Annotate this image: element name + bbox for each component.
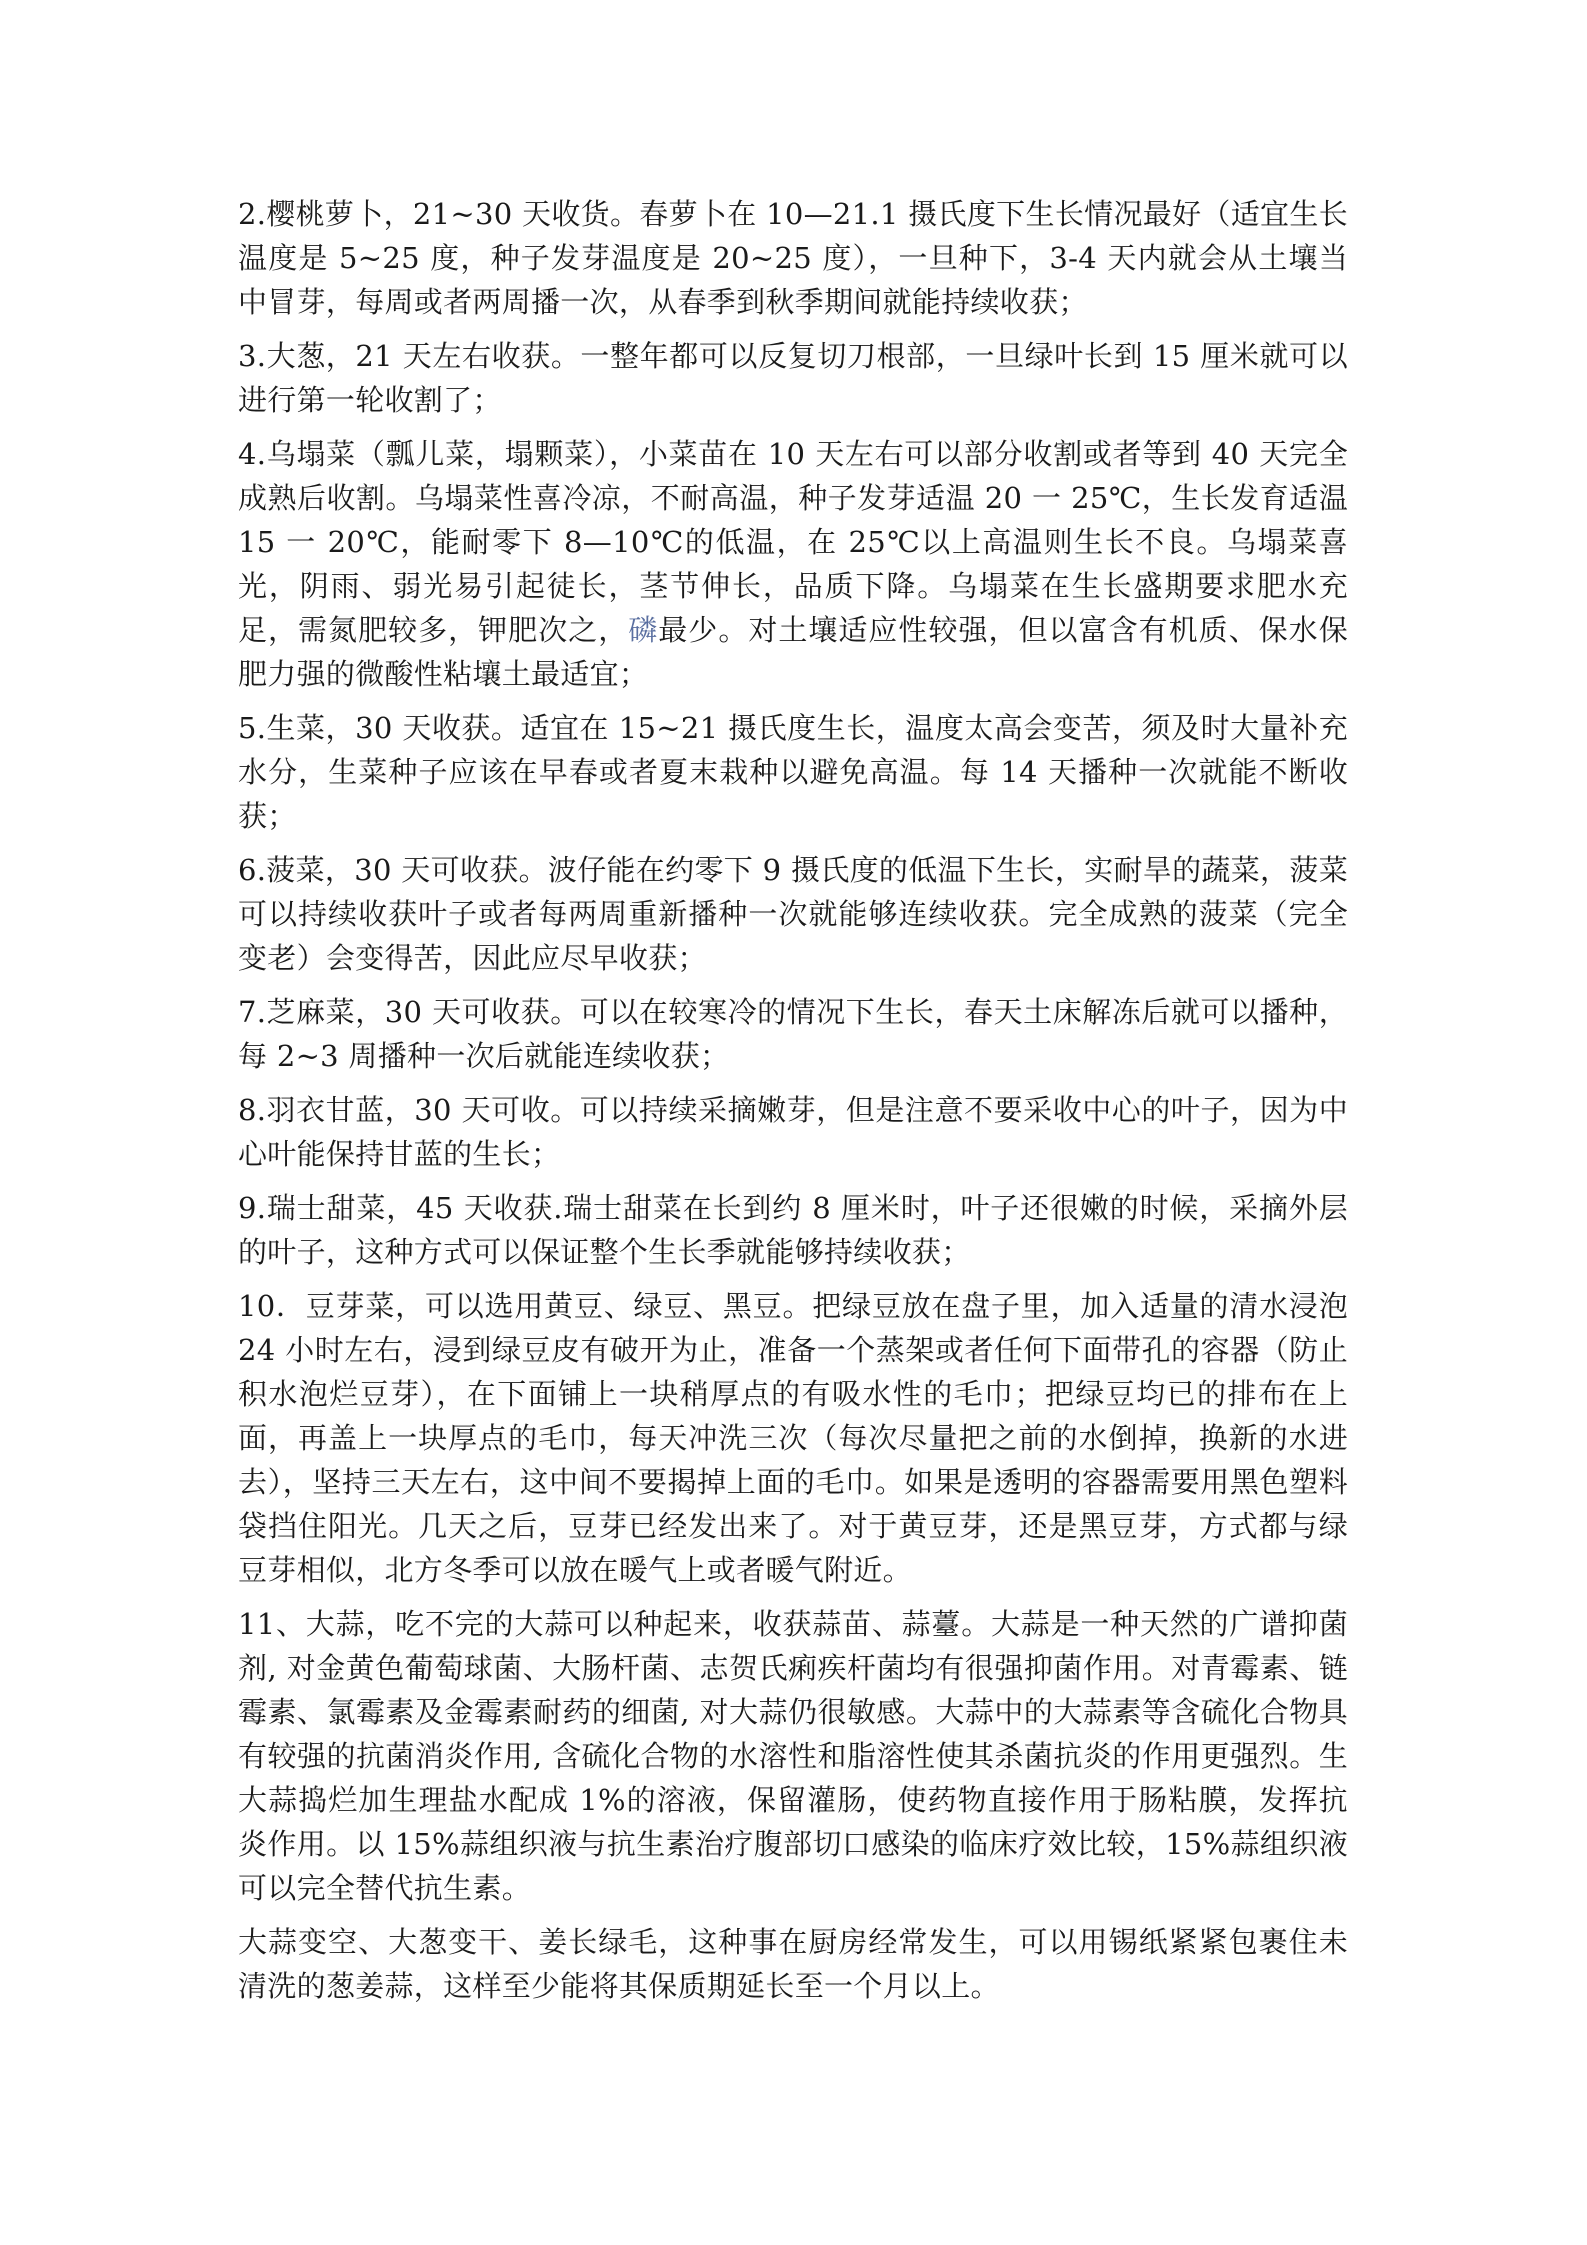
paragraph-tatsoi-text-before: 4.乌塌菜（瓢儿菜，塌颗菜），小菜苗在 10 天左右可以部分收割或者等到 40 天完全成熟后收割。乌塌菜性喜冷凉，不耐高温，种子发芽适温 20 一 25℃，生长发育适温 15 一 20℃，能耐零下 8—10℃的低温，在 25℃以上高温则生长不良。乌塌菜喜光，阴雨、弱光易引起徒长，茎节伸长，品质下降。乌塌菜在生长盛期要求肥水充足，需氮肥较多，钾肥次之，	[238, 437, 1348, 647]
paragraph-lettuce: 5.生菜，30 天收获。适宜在 15~21 摄氏度生长，温度太高会变苦，须及时大量补充水分，生菜种子应该在早春或者夏末栽种以避免高温。每 14 天播种一次就能不断收获；	[238, 711, 1348, 833]
paragraph-swiss-chard: 9.瑞士甜菜，45 天收获.瑞士甜菜在长到约 8 厘米时，叶子还很嫩的时候，采摘外层的叶子，这种方式可以保证整个生长季就能够持续收获；	[238, 1191, 1348, 1269]
paragraph-tatsoi-text-after: 最少。对土壤适应性较强，但以富含有机质、保水保肥力强的微酸性粘壤土最适宜；	[238, 613, 1348, 691]
paragraph-scallion: 3.大葱，21 天左右收获。一整年都可以反复切刀根部，一旦绿叶长到 15 厘米就可以进行第一轮收割了；	[238, 339, 1348, 417]
paragraph-cherry-radish: 2.樱桃萝卜，21~30 天收货。春萝卜在 10—21.1 摄氏度下生长情况最好（适宜生长温度是 5~25 度，种子发芽温度是 20~25 度），一旦种下，3-4 天内就会从土壤当中冒芽，每周或者两周播一次，从春季到秋季期间就能持续收获；	[238, 197, 1348, 319]
paragraph-garlic: 11、大蒜，吃不完的大蒜可以种起来，收获蒜苗、蒜薹。大蒜是一种天然的广谱抑菌剂, 对金黄色葡萄球菌、大肠杆菌、志贺氏痢疾杆菌均有很强抑菌作用。对青霉素、链霉素、氯霉素及金霉素耐药的细菌, 对大蒜仍很敏感。大蒜中的大蒜素等含硫化合物具有较强的抗菌消炎作用, 含硫化合物的水溶性和脂溶性使其杀菌抗炎的作用更强烈。生大蒜捣烂加生理盐水配成 1%的溶液，保留灌肠，使药物直接作用于肠粘膜，发挥抗炎作用。以 15%蒜组织液与抗生素治疗腹部切口感染的临床疗效比较，15%蒜组织液可以完全替代抗生素。	[238, 1607, 1348, 1905]
paragraph-tatsoi-highlight: 磷	[628, 613, 659, 647]
document-page	[238, 192, 1348, 2018]
paragraph-tatsoi	[238, 432, 1348, 696]
paragraph-arugula: 7.芝麻菜，30 天可收获。可以在较寒冷的情况下生长，春天土床解冻后就可以播种，每 2~3 周播种一次后就能连续收获；	[238, 995, 1348, 1073]
paragraph-storage-tip: 大蒜变空、大葱变干、姜长绿毛，这种事在厨房经常发生，可以用锡纸紧紧包裹住未清洗的葱姜蒜，这样至少能将其保质期延长至一个月以上。	[238, 1925, 1348, 2003]
paragraph-spinach: 6.菠菜，30 天可收获。波仔能在约零下 9 摄氏度的低温下生长，实耐旱的蔬菜，菠菜可以持续收获叶子或者每两周重新播种一次就能够连续收获。完全成熟的菠菜（完全变老）会变得苦，因此应尽早收获；	[238, 853, 1348, 975]
paragraph-bean-sprouts: 10．豆芽菜，可以选用黄豆、绿豆、黑豆。把绿豆放在盘子里，加入适量的清水浸泡 24 小时左右，浸到绿豆皮有破开为止，准备一个蒸架或者任何下面带孔的容器（防止积水泡烂豆芽），在下面铺上一块稍厚点的有吸水性的毛巾；把绿豆均已的排布在上面，再盖上一块厚点的毛巾，每天冲洗三次（每次尽量把之前的水倒掉，换新的水进去），坚持三天左右，这中间不要揭掉上面的毛巾。如果是透明的容器需要用黑色塑料袋挡住阳光。几天之后，豆芽已经发出来了。对于黄豆芽，还是黑豆芽，方式都与绿豆芽相似，北方冬季可以放在暖气上或者暖气附近。	[238, 1289, 1348, 1587]
paragraph-kale: 8.羽衣甘蓝，30 天可收。可以持续采摘嫩芽，但是注意不要采收中心的叶子，因为中心叶能保持甘蓝的生长；	[238, 1093, 1348, 1171]
